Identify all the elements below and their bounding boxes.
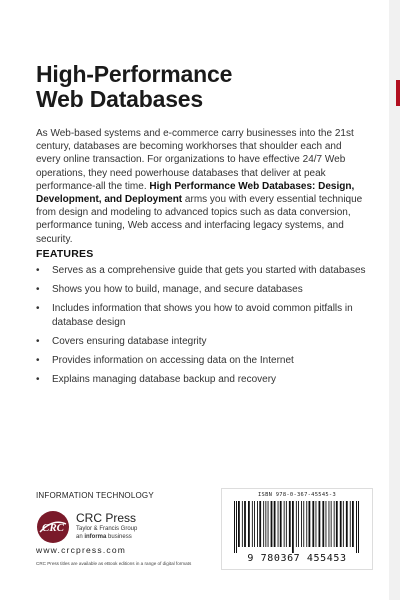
feature-item [36,302,366,328]
feature-text: Includes information that shows you how to avoid common pitfalls in database design [52,303,353,328]
title-line-2: Web Databases [36,86,203,112]
description-intro: As Web-based systems and e-commerce carry businesses into the 21st century, databases are becoming workhorses that shoulder each and every online transaction. For organizations to have effective 24/7 Web operations, they need powerhouse databases that deliver at peak performance-all the time. [36,128,354,192]
bullet-icon: • [36,335,40,347]
publisher-group: Taylor & Francis Group [76,526,138,532]
feature-text: Covers ensuring database integrity [52,335,207,347]
informa-suffix: business [106,534,132,540]
bullet-icon: • [36,265,40,276]
svg-text:CRC: CRC [41,522,65,534]
feature-item [36,264,366,277]
crc-press-logo-icon [36,510,70,544]
bullet-icon: • [36,284,40,296]
feature-text: Provides information on accessing data on the Internet [52,355,294,367]
bullet-icon: • [36,374,40,386]
bullet-icon: • [36,303,40,315]
publisher-website[interactable]: www.crcpress.com [36,545,127,555]
title-line-1: High-Performance [36,61,233,87]
publisher-block [76,512,226,541]
informa-bold: informa [84,534,107,540]
feature-text: Serves as a comprehensive guide that gets you started with databases [52,265,366,276]
feature-item [36,373,366,386]
publisher-name: CRC Press [76,511,137,525]
category-label: INFORMATION TECHNOLOGY [36,491,154,500]
spine-accent-mark [396,80,400,106]
feature-item [36,335,366,348]
description-rest: arms you with every essential technique from design and modeling to advanced topics such as data conversion, performance tuning, Web access and interfacing legacy systems, and security. [36,194,363,245]
isbn-text: ISBN 978-0-367-45545-3 [258,492,336,498]
feature-text: Shows you how to build, manage, and secure databases [52,284,303,296]
description-bold-title: High Performance Web Databases: Design, Development, and Deployment [36,180,355,206]
publisher-informa [76,533,226,541]
barcode-digits: 9 780367 455453 [247,553,347,564]
barcode-box [221,488,373,570]
feature-text: Explains managing database backup and recovery [52,374,277,386]
feature-item [36,283,366,296]
book-title [36,62,366,112]
book-description [36,127,367,246]
features-heading: FEATURES [36,248,94,260]
features-list [36,264,366,392]
informa-prefix: an [76,534,85,540]
feature-item [36,354,366,367]
bullet-icon: • [36,355,40,367]
barcode-icon [232,501,362,553]
ebook-note: CRC Press titles are available as eBook editions in a range of digital formats [36,561,192,566]
